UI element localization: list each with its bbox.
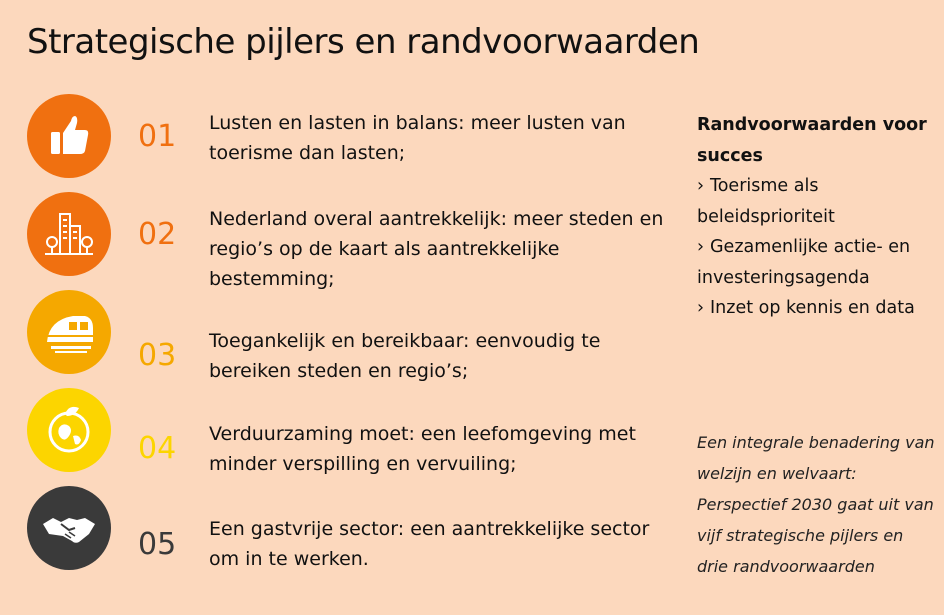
pillar-01-text: Lusten en lasten in balans: meer lusten van toerisme dan lasten; — [209, 112, 626, 164]
side-title: Randvoorwaarden voor succes — [697, 115, 927, 166]
pillar-04-circle — [27, 388, 111, 472]
pillar-05-number: 05 — [138, 527, 177, 562]
pillar-02 — [0, 186, 690, 290]
pillar-05 — [0, 482, 690, 578]
page-title: Strategische pijlers en randvoorwaarden — [27, 22, 700, 62]
pillar-03-circle — [27, 290, 111, 374]
pillar-03-text: Toegankelijk en bereikbaar: eenvoudig te bereiken steden en regio’s; — [209, 330, 601, 382]
city-icon — [39, 204, 99, 264]
summary-note: Een integrale benadering van welzijn en welvaart: Perspectief 2030 gaat uit van vijf strategische pijlers en drie randvoorwaarden — [697, 433, 935, 576]
chevron-right-icon: › — [697, 176, 704, 196]
pillar-02-text: Nederland overal aantrekkelijk: meer steden en regio’s op de kaart als aantrekkelijke bestemming; — [209, 208, 664, 290]
pillar-04 — [0, 384, 690, 480]
side-item: › Toerisme als beleidsprioriteit — [697, 176, 835, 227]
pillar-03 — [0, 286, 690, 382]
side-item: › Gezamenlijke actie- en investeringsagenda — [697, 237, 911, 288]
pillar-02-circle — [27, 192, 111, 276]
chevron-right-icon: › — [697, 298, 704, 318]
chevron-right-icon: › — [697, 237, 704, 257]
pillar-02-number: 02 — [138, 217, 177, 252]
pillar-05-text: Een gastvrije sector: een aantrekkelijke sector om in te werken. — [209, 518, 650, 570]
pillar-04-text: Verduurzaming moet: een leefomgeving met minder verspilling en vervuiling; — [209, 423, 636, 475]
handshake-icon — [39, 498, 99, 558]
pillar-01-number: 01 — [138, 119, 177, 154]
pillar-01 — [0, 88, 690, 184]
train-icon — [39, 302, 99, 362]
pillar-05-circle — [27, 486, 111, 570]
pillar-04-number: 04 — [138, 431, 177, 466]
side-list — [697, 171, 937, 324]
globe-leaf-icon — [39, 400, 99, 460]
pillar-03-number: 03 — [138, 338, 177, 373]
thumbs-up-icon — [39, 106, 99, 166]
side-item: › Inzet op kennis en data — [697, 298, 915, 318]
pillar-01-circle — [27, 94, 111, 178]
side-panel — [697, 110, 937, 324]
